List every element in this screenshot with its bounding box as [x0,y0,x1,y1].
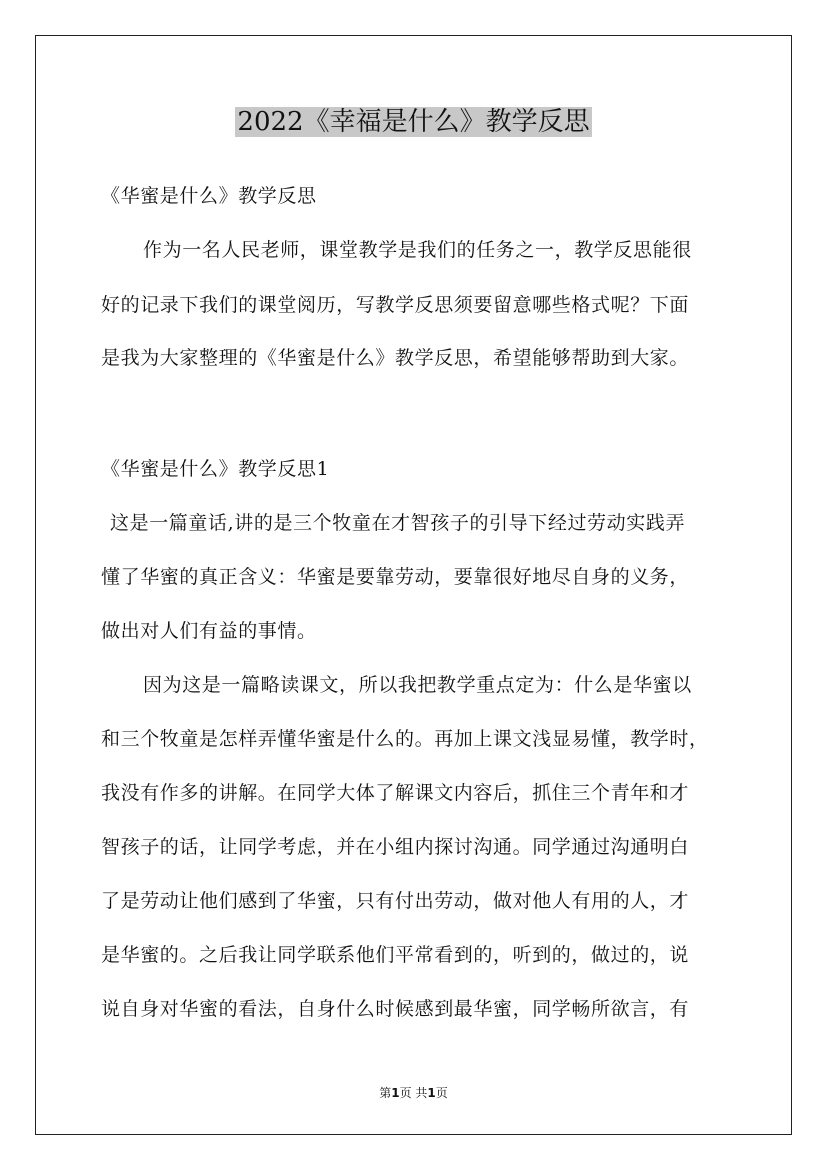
document-title-text: 2022《幸福是什么》教学反思 [237,107,590,137]
paragraph-line: 说自身对华蜜的看法，自身什么时候感到最华蜜，同学畅所欲言，有 [101,998,690,1020]
subtitle: 《华蜜是什么》教学反思 [101,185,317,207]
paragraph-line: 和三个牧童是怎样弄懂华蜜是什么的。再加上课文浅显易懂，教学时， [101,728,709,750]
paragraph-line: 我没有作多的讲解。在同学大体了解课文内容后，抓住三个青年和才 [101,782,690,804]
paragraph-line: 是华蜜的。之后我让同学联系他们平常看到的，听到的，做过的，说 [101,944,690,966]
paragraph-line: 智孩子的话，让同学考虑，并在小组内探讨沟通。同学通过沟通明白 [101,836,690,858]
document-title [0,100,827,144]
footer-suffix: 页 [435,1086,448,1100]
section-heading: 《华蜜是什么》教学反思1 [101,458,330,480]
paragraph-line: 做出对人们有益的事情。 [101,620,317,642]
footer-mid: 页 共 [399,1086,428,1100]
footer-prefix: 第 [379,1086,392,1100]
paragraph-line: 因为这是一篇略读课文，所以我把教学重点定为：什么是华蜜以 [143,674,692,696]
intro-line: 是我为大家整理的《华蜜是什么》教学反思，希望能够帮助到大家。 [101,347,690,369]
footer-page-total: 1 [427,1086,436,1100]
intro-line: 作为一名人民老师，课堂教学是我们的任务之一，教学反思能很 [143,239,692,261]
page-footer [0,1084,827,1101]
paragraph-line: 了是劳动让他们感到了华蜜，只有付出劳动，做对他人有用的人，才 [101,890,690,912]
paragraph-line: 懂了华蜜的真正含义：华蜜是要靠劳动，要靠很好地尽自身的义务， [101,566,690,588]
paragraph-line: 这是一篇童话,讲的是三个牧童在才智孩子的引导下经过劳动实践弄 [110,512,686,534]
footer-page-current: 1 [391,1086,400,1100]
intro-line: 好的记录下我们的课堂阅历，写教学反思须要留意哪些格式呢？下面 [101,294,690,316]
